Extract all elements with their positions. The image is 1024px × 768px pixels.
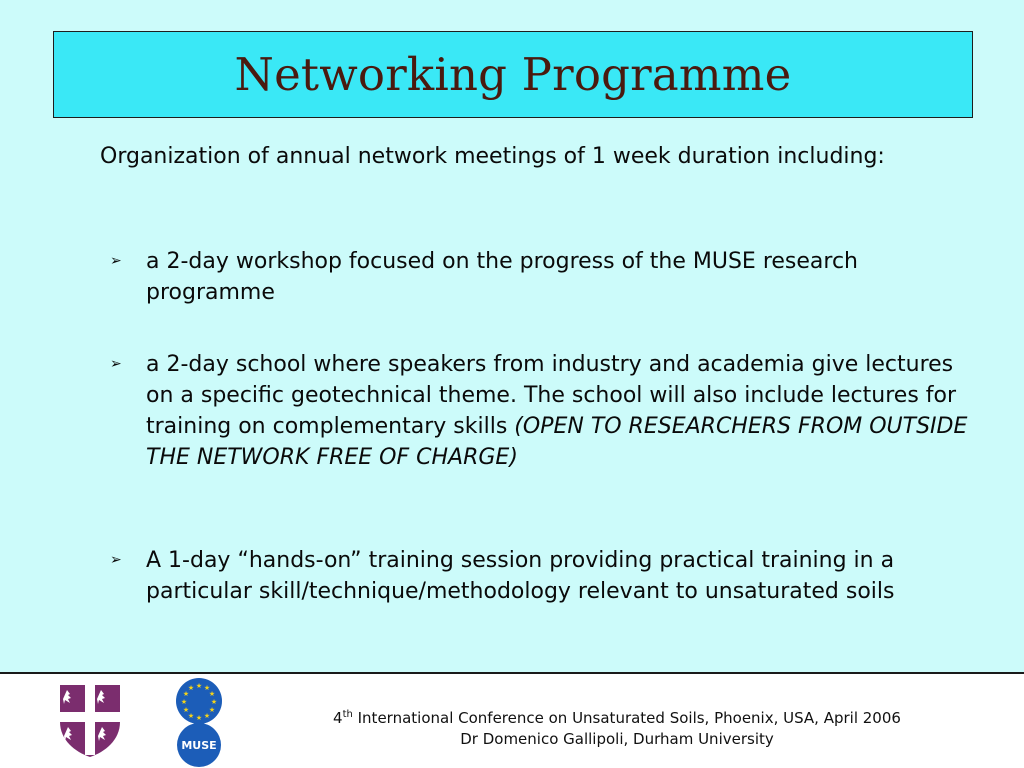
svg-text:★: ★ <box>195 682 203 690</box>
bullet-text: a 2-day school where speakers from industry and academia give lectures on a specific geotechnical theme. The school will also include lectures for training on complementary skills <box>146 352 957 439</box>
svg-text:★: ★ <box>182 690 190 698</box>
svg-text:★: ★ <box>180 698 188 706</box>
svg-text:★: ★ <box>208 690 216 698</box>
svg-text:★: ★ <box>203 684 211 692</box>
title-box <box>53 31 973 118</box>
bullet-text: A 1-day “hands-on” training session providing practical training in a particular skill/technique/methodology relevant to unsaturated soils <box>146 548 895 604</box>
svg-text:★: ★ <box>210 698 218 706</box>
footer-text <box>272 704 962 750</box>
bullet-item <box>110 246 970 308</box>
svg-text:★: ★ <box>203 712 211 720</box>
bullet-text: a 2-day workshop focused on the progress of the MUSE research programme <box>146 249 859 305</box>
svg-text:★: ★ <box>182 706 190 714</box>
svg-text:★: ★ <box>195 714 203 722</box>
muse-logo-icon <box>170 675 230 768</box>
footer-divider <box>0 672 1024 674</box>
footer-line-1: 4th International Conference on Unsaturated Soils, Phoenix, USA, April 2006 <box>333 709 901 727</box>
arrow-bullet-icon: ➢ <box>110 253 122 269</box>
muse-logo-text: MUSE <box>181 739 217 752</box>
svg-text:★: ★ <box>187 712 195 720</box>
bullet-item <box>110 545 970 607</box>
slide-title: Networking Programme <box>234 48 792 101</box>
intro-text: Organization of annual network meetings of 1 week duration including: <box>100 144 885 169</box>
bullet-item <box>110 349 970 473</box>
bullet-emphasis: (OPEN TO RESEARCHERS FROM OUTSIDE THE NETWORK FREE OF CHARGE) <box>146 414 968 470</box>
footer-line-2: Dr Domenico Gallipoli, Durham University <box>460 730 774 748</box>
svg-text:★: ★ <box>187 684 195 692</box>
durham-crest-icon <box>57 682 123 758</box>
svg-text:★: ★ <box>208 706 216 714</box>
arrow-bullet-icon: ➢ <box>110 552 122 568</box>
arrow-bullet-icon: ➢ <box>110 356 122 372</box>
